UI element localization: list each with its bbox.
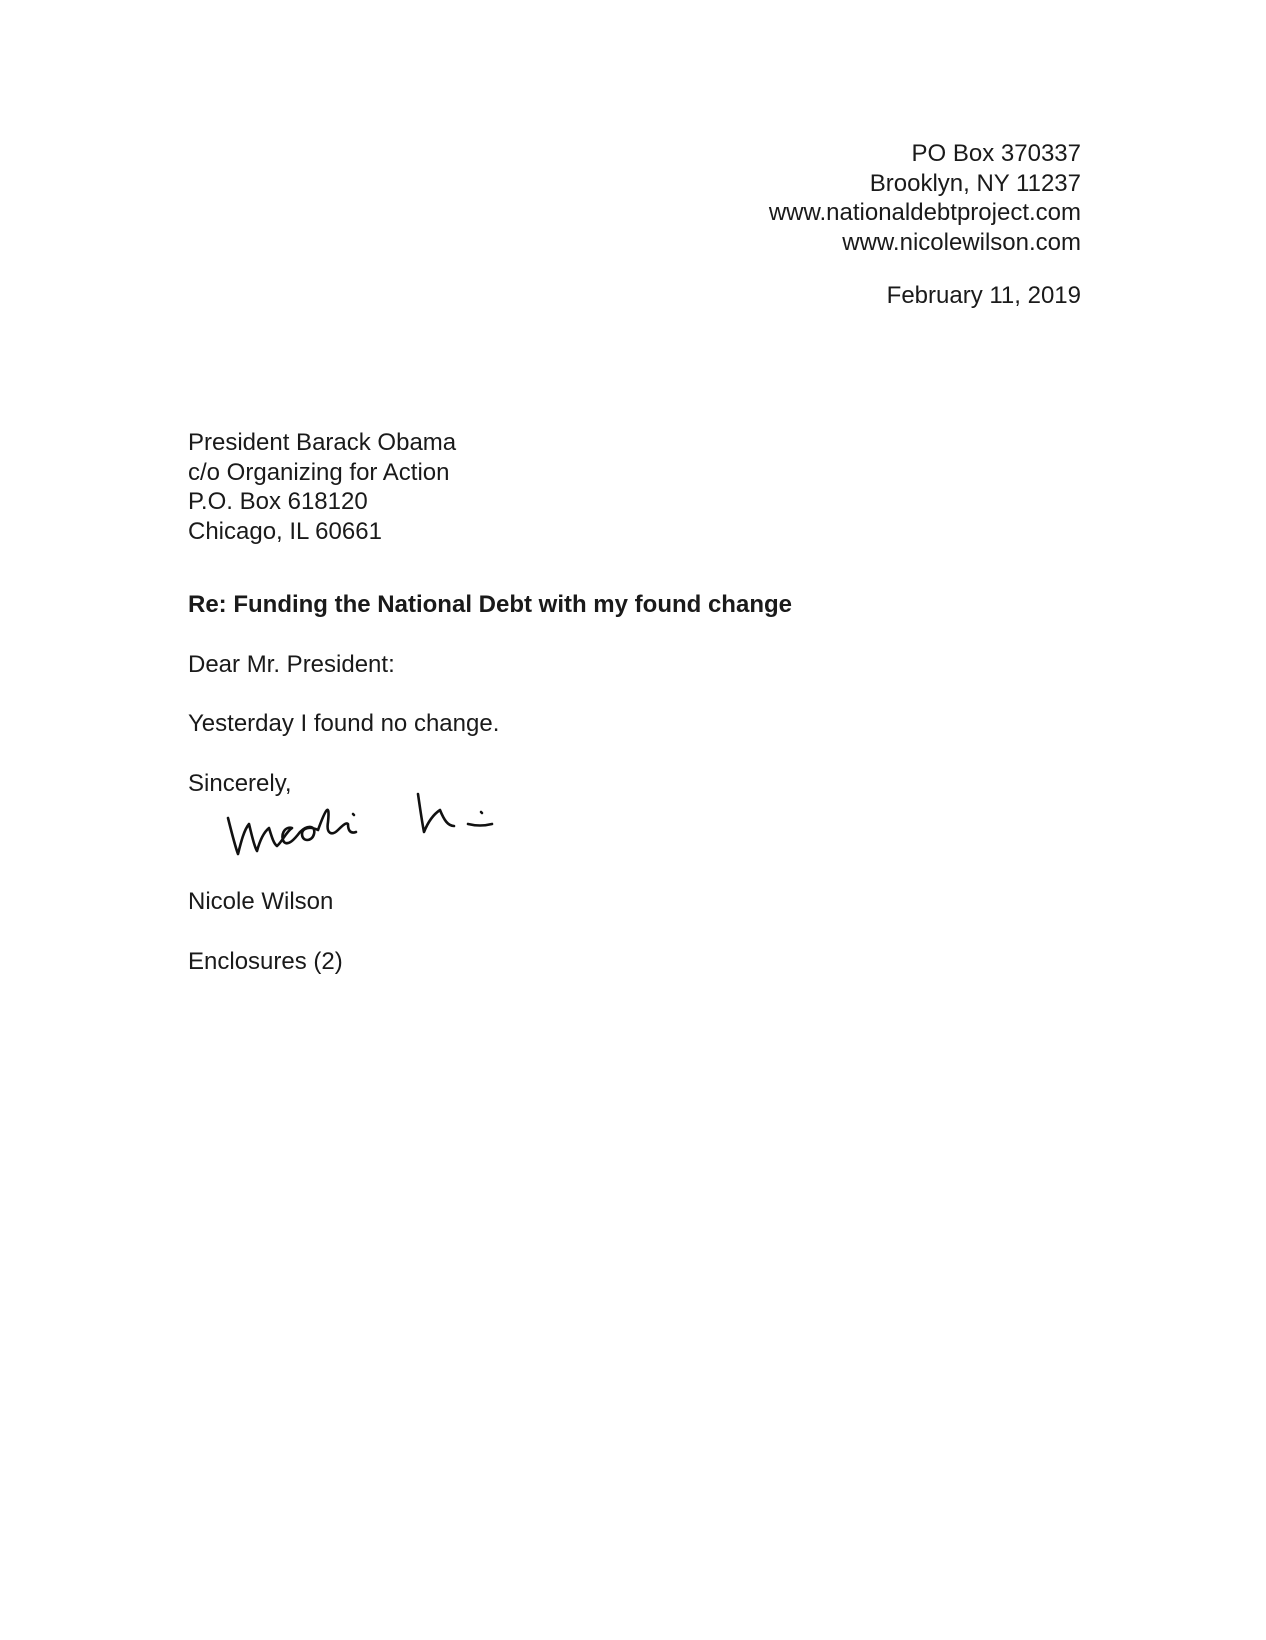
recipient-city-state-zip: Chicago, IL 60661 xyxy=(188,517,382,545)
enclosures-note: Enclosures (2) xyxy=(188,948,343,975)
subject-line: Re: Funding the National Debt with my found change xyxy=(188,591,792,618)
recipient-care-of: c/o Organizing for Action xyxy=(188,458,450,486)
recipient-name: President Barack Obama xyxy=(188,429,457,456)
sender-address-block xyxy=(769,139,1081,257)
letter-body: Yesterday I found no change. xyxy=(188,710,500,737)
letter-date: February 11, 2019 xyxy=(886,282,1081,309)
salutation: Dear Mr. President: xyxy=(188,651,395,678)
sender-po-box: PO Box 370337 xyxy=(911,140,1081,167)
signer-name: Nicole Wilson xyxy=(188,888,334,915)
sender-city-state-zip: Brooklyn, NY 11237 xyxy=(869,169,1081,197)
sender-website-personal: www.nicolewilson.com xyxy=(842,228,1081,256)
recipient-po-box: P.O. Box 618120 xyxy=(188,488,368,515)
closing: Sincerely, xyxy=(188,770,292,797)
recipient-address-block xyxy=(188,428,456,546)
handwritten-signature xyxy=(222,788,522,878)
sender-website-project: www.nationaldebtproject.com xyxy=(768,199,1081,226)
